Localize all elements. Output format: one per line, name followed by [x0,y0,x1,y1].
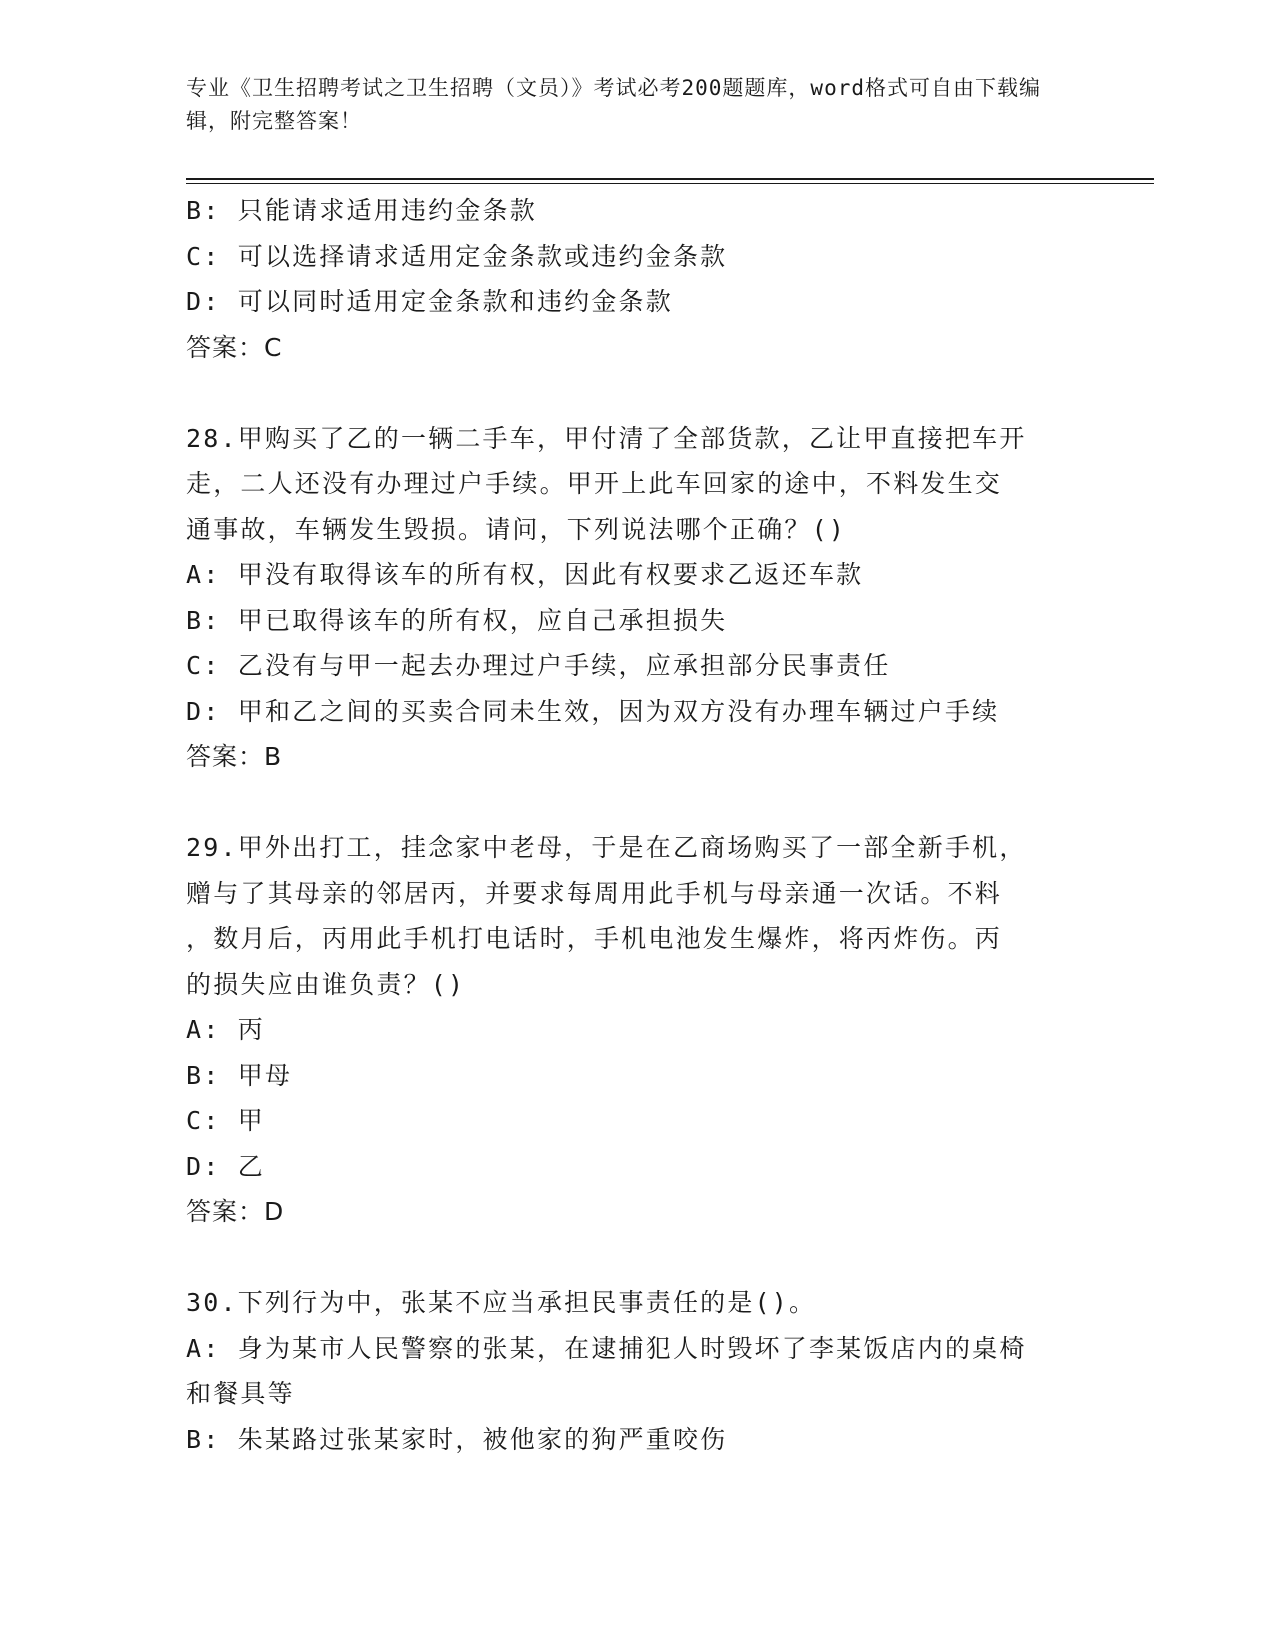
header-rule-thick [186,178,1154,180]
question-stem-line: 29.甲外出打工，挂念家中老母，于是在乙商场购买了一部全新手机， [186,833,1027,862]
question-stem-line: 的损失应由谁负责？() [186,969,466,999]
question-stem-line: 28.甲购买了乙的一辆二手车，甲付清了全部货款，乙让甲直接把车开 [186,423,1027,453]
answer-option: 和餐具等 [186,1379,295,1408]
answer-option: B: 只能请求适用违约金条款 [186,196,537,225]
question-stem-line: 30.下列行为中，张某不应当承担民事责任的是()。 [186,1288,817,1317]
question-content [186,188,1086,1462]
question-stem-line: 赠与了其母亲的邻居丙，并要求每周用此手机与母亲通一次话。不料 [186,878,1003,908]
question-spacer [186,370,1086,416]
answer-option: C: 可以选择请求适用定金条款或违约金条款 [186,241,728,271]
answer-option: A: 甲没有取得该车的所有权，因此有权要求乙返还车款 [186,560,864,589]
question-spacer [186,780,1086,826]
answer-line: 答案：B [186,742,283,771]
answer-option: B: 朱某路过张某家时，被他家的狗严重咬伤 [186,1424,728,1454]
question-stem-line: 走，二人还没有办理过户手续。甲开上此车回家的途中，不料发生交 [186,469,1003,498]
question-spacer [186,1235,1086,1281]
answer-option: D: 可以同时适用定金条款和违约金条款 [186,287,673,316]
answer-option: C: 乙没有与甲一起去办理过户手续，应承担部分民事责任 [186,651,891,680]
document-header-title: 专业《卫生招聘考试之卫生招聘（文员）》考试必考200题题库，word格式可自由下载编辑，附完整答案！ [186,76,1041,133]
answer-option: B: 甲已取得该车的所有权，应自己承担损失 [186,605,728,635]
question-stem-line: 通事故，车辆发生毁损。请问，下列说法哪个正确？() [186,514,847,544]
answer-option: A: 身为某市人民警察的张某，在逮捕犯人时毁坏了李某饭店内的桌椅 [186,1333,1027,1363]
answer-option: A: 丙 [186,1015,265,1044]
header-rule-thin [186,183,1154,184]
question-stem-line: ，数月后，丙用此手机打电话时，手机电池发生爆炸，将丙炸伤。丙 [186,924,1003,953]
answer-option: C: 甲 [186,1106,265,1135]
answer-line: 答案：C [186,332,283,362]
answer-option: B: 甲母 [186,1060,293,1090]
answer-option: D: 乙 [186,1151,265,1181]
answer-line: 答案：D [186,1197,285,1226]
answer-option: D: 甲和乙之间的买卖合同未生效，因为双方没有办理车辆过户手续 [186,696,1000,726]
